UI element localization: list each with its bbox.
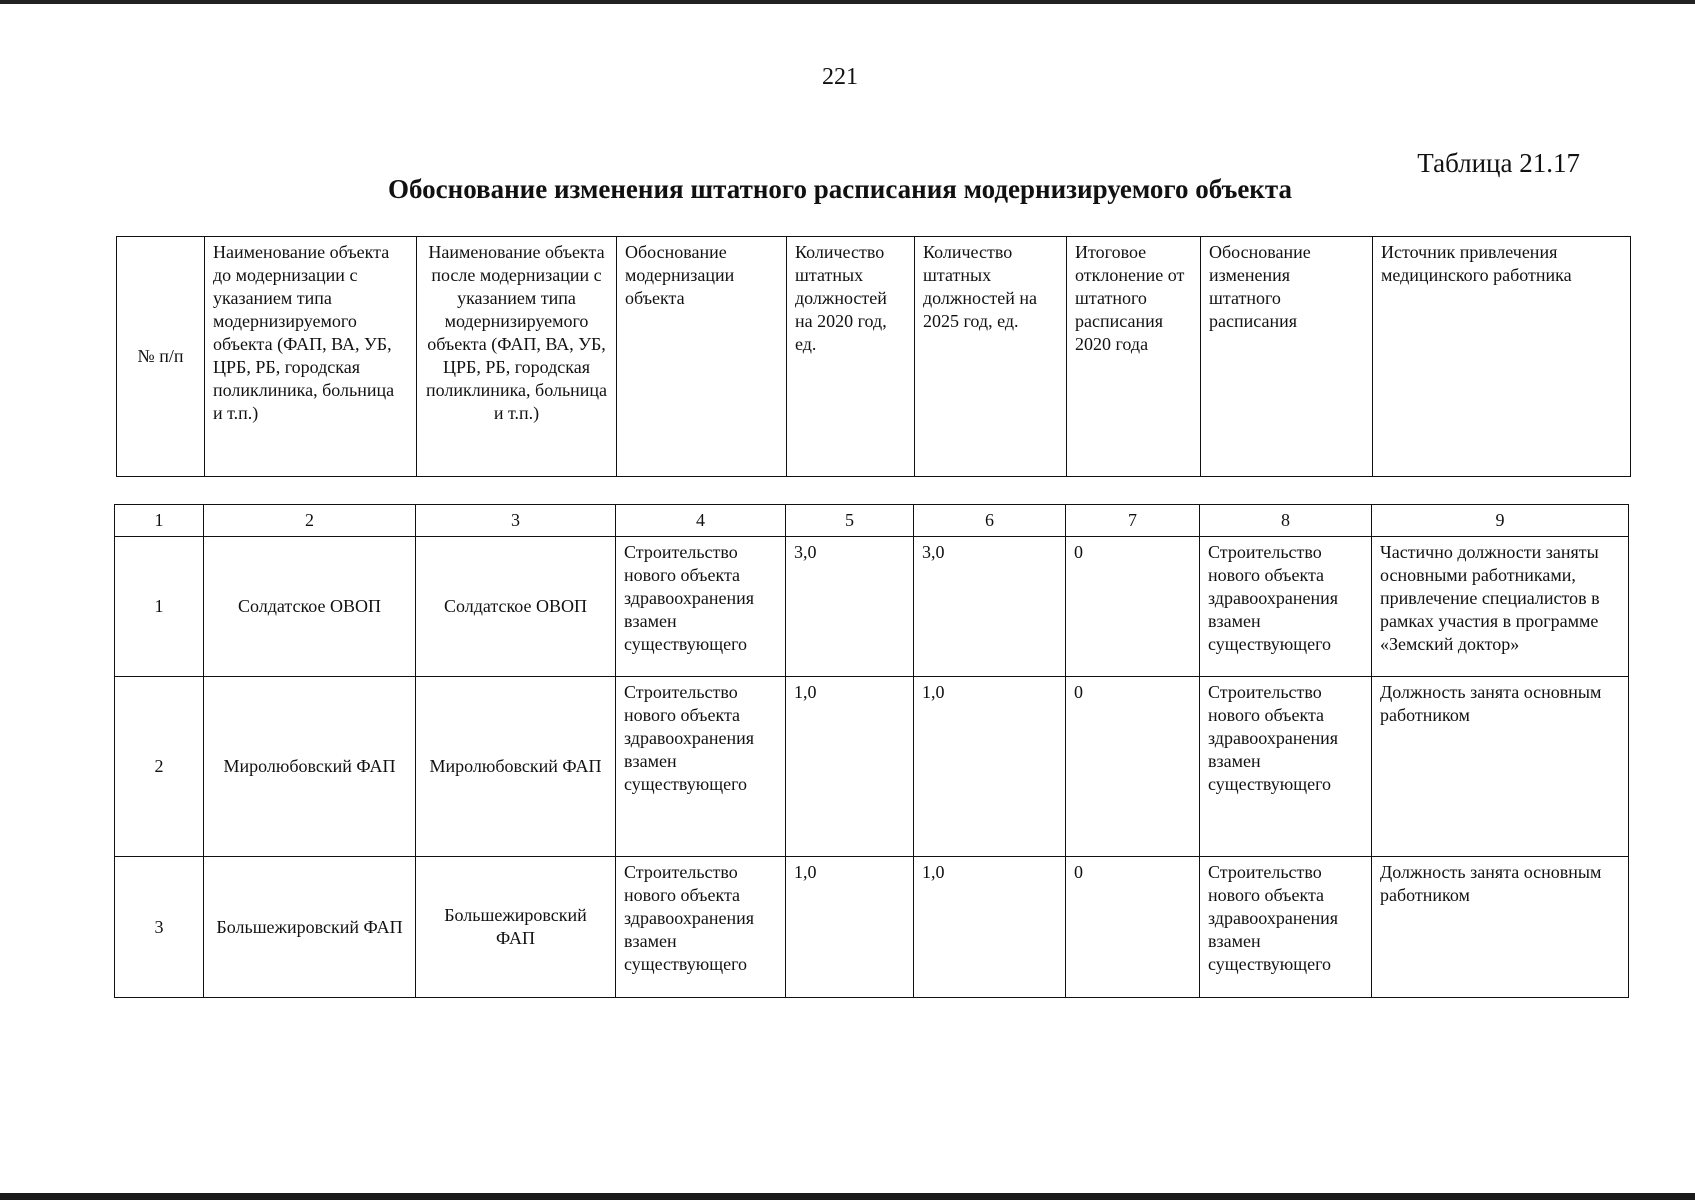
object-after: Большежировский ФАП (416, 857, 616, 998)
page-number: 221 (822, 64, 858, 90)
header-cell-num: № п/п (117, 237, 205, 477)
column-number: 9 (1372, 505, 1629, 537)
table-row (115, 537, 1629, 677)
object-before: Большежировский ФАП (204, 857, 416, 998)
object-after: Миролюбовский ФАП (416, 677, 616, 857)
column-number: 3 (416, 505, 616, 537)
header-table (116, 236, 1631, 477)
staff-2025: 3,0 (914, 537, 1066, 677)
object-after: Солдатское ОВОП (416, 537, 616, 677)
object-before: Солдатское ОВОП (204, 537, 416, 677)
header-cell-staff-2020: Количество штатных должностей на 2020 год, ед. (787, 237, 915, 477)
document-title: Обоснование изменения штатного расписания модернизируемого объекта (388, 174, 1292, 204)
staff-deviation: 0 (1066, 677, 1200, 857)
column-number-row (115, 505, 1629, 537)
staff-deviation: 0 (1066, 857, 1200, 998)
staff-change-justification: Строительство нового объекта здравоохранения взамен существующего (1200, 857, 1372, 998)
header-cell-before: Наименование объекта до модернизации с указанием типа модернизируемого объекта (ФАП, ВА, УБ, ЦРБ, РБ, городская поликлиника, больница и т.п.) (205, 237, 417, 477)
modernization-justification: Строительство нового объекта здравоохранения взамен существующего (616, 857, 786, 998)
staff-2025: 1,0 (914, 677, 1066, 857)
column-number: 8 (1200, 505, 1372, 537)
header-cell-staff-2025: Количество штатных должностей на 2025 год, ед. (915, 237, 1067, 477)
modernization-justification: Строительство нового объекта здравоохранения взамен существующего (616, 677, 786, 857)
worker-source: Должность занята основным работником (1372, 677, 1629, 857)
column-number: 4 (616, 505, 786, 537)
table-number: Таблица 21.17 (1417, 148, 1580, 178)
header-cell-justification: Обоснование модернизации объекта (617, 237, 787, 477)
table-row (115, 857, 1629, 998)
scan-edge-top (0, 0, 1695, 4)
column-number: 7 (1066, 505, 1200, 537)
staff-2020: 1,0 (786, 677, 914, 857)
object-before: Миролюбовский ФАП (204, 677, 416, 857)
staff-change-justification: Строительство нового объекта здравоохранения взамен существующего (1200, 537, 1372, 677)
header-cell-staff-justification: Обоснование изменения штатного расписания (1201, 237, 1373, 477)
header-cell-source: Источник привлечения медицинского работника (1373, 237, 1631, 477)
staff-2025: 1,0 (914, 857, 1066, 998)
row-number: 2 (115, 677, 204, 857)
column-number: 6 (914, 505, 1066, 537)
staff-deviation: 0 (1066, 537, 1200, 677)
column-number: 2 (204, 505, 416, 537)
staff-2020: 1,0 (786, 857, 914, 998)
data-table (114, 504, 1629, 998)
header-cell-deviation: Итоговое отклонение от штатного расписания 2020 года (1067, 237, 1201, 477)
row-number: 1 (115, 537, 204, 677)
column-number: 5 (786, 505, 914, 537)
staff-change-justification: Строительство нового объекта здравоохранения взамен существующего (1200, 677, 1372, 857)
row-number: 3 (115, 857, 204, 998)
worker-source: Частично должности заняты основными работниками, привлечение специалистов в рамках участия в программе «Земский доктор» (1372, 537, 1629, 677)
table-row (115, 677, 1629, 857)
scan-edge-bottom (0, 1193, 1695, 1200)
modernization-justification: Строительство нового объекта здравоохранения взамен существующего (616, 537, 786, 677)
worker-source: Должность занята основным работником (1372, 857, 1629, 998)
column-number: 1 (115, 505, 204, 537)
staff-2020: 3,0 (786, 537, 914, 677)
header-row (117, 237, 1631, 477)
header-cell-after: Наименование объекта после модернизации с указанием типа модернизируемого объекта (ФАП, ВА, УБ, ЦРБ, РБ, городская поликлиника, больница и т.п.) (417, 237, 617, 477)
